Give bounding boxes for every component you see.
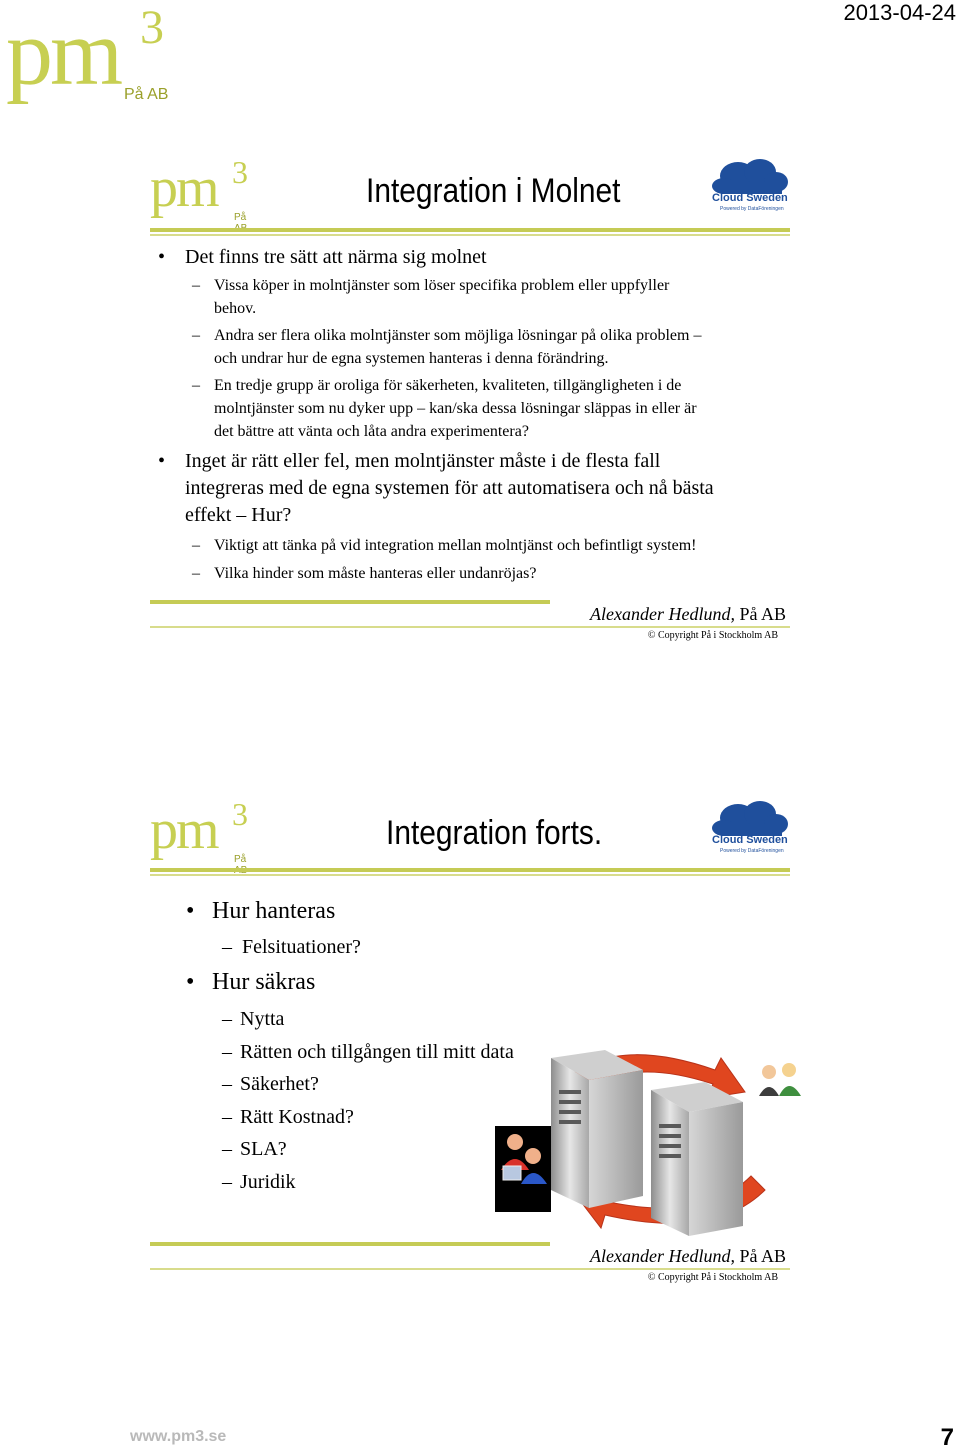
sub-bullet: – SLA?: [222, 1138, 287, 1160]
bullet-dot: •: [158, 246, 166, 268]
bullet-text: Hur hanteras: [212, 898, 336, 924]
server-icon: [651, 1082, 743, 1236]
sub-bullet-text: Rätt Kostnad?: [240, 1105, 354, 1128]
author-company: På AB: [739, 604, 786, 624]
sub-bullet-line: Vilka hinder som måste hanteras eller undanröjas?: [214, 565, 537, 582]
sub-bullet: – Vissa köper in molntjänster som löser specifika problem eller uppfyller behov.: [192, 274, 792, 320]
slide-title: Integration i Molnet: [366, 172, 621, 210]
logo-sup: 3: [232, 154, 248, 190]
footer-rule-thin: [150, 626, 790, 628]
page-logo: [6, 0, 176, 110]
sub-bullet: – En tredje grupp är oroliga för säkerheten, kvaliteten, tillgängligheten i de molntjänster som nu dyker upp – kan/ska dessa lösningar släppas in eller är det bättre att vänta och låta andra experimentera?: [192, 374, 792, 443]
page-date: 2013-04-24: [843, 0, 956, 25]
author-name: Alexander Hedlund,: [590, 604, 735, 624]
cloud-logo-tagline: Powered by DataFöreningen: [720, 206, 784, 212]
sub-bullet-text: SLA?: [240, 1138, 287, 1160]
sub-bullet-list: [222, 1003, 514, 1198]
sub-bullet-text: Rätten och tillgången till mitt data: [240, 1040, 514, 1063]
title-rule: [150, 868, 790, 872]
cloud-logo-name: Cloud Sweden: [712, 834, 788, 846]
bullet-text: Det finns tre sätt att närma sig molnet: [185, 246, 487, 268]
sub-bullet-text: Juridik: [240, 1170, 296, 1193]
sub-bullet: – Juridik: [222, 1170, 296, 1193]
sub-bullet: – Rätt Kostnad?: [222, 1105, 354, 1128]
logo-sub: På AB: [124, 86, 169, 103]
sub-bullet-text: Felsituationer?: [242, 936, 361, 958]
logo-sub: På: [234, 212, 247, 223]
sub-bullet: – Felsituationer?: [222, 936, 361, 958]
sub-bullet-line: Vissa köper in molntjänster som löser specifika problem eller uppfyller: [214, 277, 670, 294]
sub-bullet-line: Andra ser flera olika molntjänster som möjliga lösningar på olika problem –: [214, 327, 702, 344]
page-number: 7: [940, 1424, 954, 1451]
sub-bullet: – Nytta: [222, 1008, 285, 1030]
sub-bullet: – Vilka hinder som måste hanteras eller undanröjas?: [192, 562, 792, 585]
author-company: På AB: [739, 1246, 786, 1266]
users-icon: [757, 1060, 803, 1098]
bullet-dot: •: [186, 898, 195, 924]
sub-bullet: – Viktigt att tänka på vid integration mellan molntjänst och befintligt system!: [192, 534, 792, 557]
bullet-line: integreras med de egna systemen för att automatisera och nå bästa: [185, 477, 714, 499]
title-rule: [150, 228, 790, 232]
logo-pm: pm: [150, 799, 218, 861]
bullet-item: [186, 967, 315, 997]
cloud-logo-name: Cloud Sweden: [712, 192, 788, 204]
sub-bullet-line: behov.: [214, 300, 257, 317]
sub-bullet-line: det bättre att vänta och låta andra experimentera?: [214, 423, 529, 440]
slide-logo: [150, 154, 260, 228]
bullet-text: Hur säkras: [212, 969, 316, 995]
logo-pm: pm: [150, 157, 218, 219]
sub-bullet-line: molntjänster som nu dyker upp – kan/ska dessa lösningar släppas in eller är: [214, 400, 697, 417]
logo-sub: På: [234, 854, 247, 865]
sub-bullet-line: Viktigt att tänka på vid integration mellan molntjänst och befintligt system!: [214, 537, 697, 554]
sub-bullet: – Andra ser flera olika molntjänster som möjliga lösningar på olika problem – och undrar hur de egna systemen hanteras i denna förändring.: [192, 324, 792, 370]
sub-bullet-text: Nytta: [240, 1008, 285, 1030]
footer-copyright: © Copyright På i Stockholm AB: [647, 1272, 778, 1283]
logo-sup: 3: [140, 1, 164, 54]
sub-bullet: – Rätten och tillgången till mitt data: [222, 1040, 514, 1063]
bullet-line: Inget är rätt eller fel, men molntjänster måste i de flesta fall: [185, 450, 661, 472]
author-name: Alexander Hedlund,: [590, 1246, 735, 1266]
footer-copyright: © Copyright På i Stockholm AB: [647, 630, 778, 641]
cloud-sweden-logo: [708, 800, 792, 860]
slide-1: [140, 154, 800, 668]
sub-bullet-line: och undrar hur de egna systemen hanteras i denna förändring.: [214, 350, 609, 367]
sub-bullet-line: En tredje grupp är oroliga för säkerheten, kvaliteten, tillgängligheten i de: [214, 377, 682, 394]
title-rule-thin: [150, 874, 790, 876]
footer-rule-thin: [150, 1268, 790, 1270]
footer-url: www.pm3.se: [130, 1428, 227, 1445]
footer-author: [590, 604, 786, 625]
slide-logo: [150, 796, 260, 870]
footer-rule: [150, 600, 550, 604]
cloud-sweden-logo: [708, 158, 792, 218]
server-icon: [551, 1050, 643, 1208]
user-computer-icon: [495, 1126, 551, 1212]
logo-sup: 3: [232, 796, 248, 832]
bullet-item: [158, 448, 778, 529]
logo-pm: pm: [6, 1, 121, 105]
bullet-item: [186, 896, 335, 926]
cloud-logo-tagline: Powered by DataFöreningen: [720, 848, 784, 854]
bullet-dot: •: [186, 969, 195, 995]
title-rule-thin: [150, 234, 790, 236]
bullet-dot: •: [158, 450, 166, 472]
footer-author: [590, 1246, 786, 1267]
sub-bullet: – Säkerhet?: [222, 1073, 319, 1095]
slide-title: Integration forts.: [386, 814, 603, 852]
sub-bullet-text: Säkerhet?: [240, 1073, 319, 1095]
footer-rule: [150, 1242, 550, 1246]
slide-2: [140, 796, 800, 1310]
bullet-line: effekt – Hur?: [185, 504, 292, 526]
